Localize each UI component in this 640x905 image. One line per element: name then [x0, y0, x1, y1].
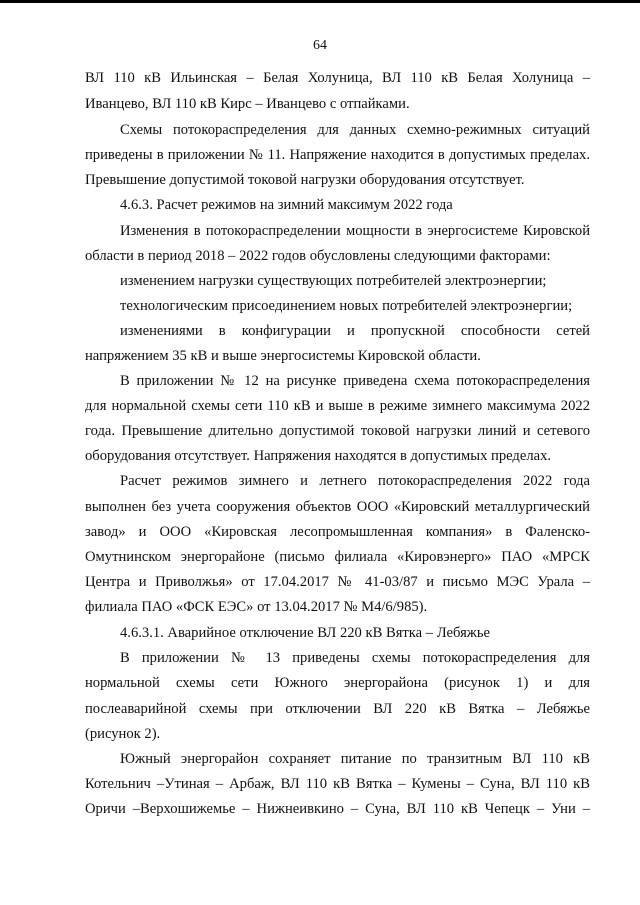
text-line: Южный энергорайон сохраняет питание по транзитным ВЛ 110 кВ [120, 751, 590, 767]
page-number: 64 [313, 38, 327, 53]
text-line: завод» и ООО «Кировская лесопромышленная компания» в Фаленско- [85, 524, 590, 540]
text-line: года. Превышение длительно допустимой токовой нагрузки линий и сетевого [85, 423, 590, 439]
text-line: области в период 2018 – 2022 годов обусловлены следующими факторами: [85, 248, 551, 264]
text-line: Схемы потокораспределения для данных схемно-режимных ситуаций [120, 122, 590, 138]
list-item: изменениями в конфигурации и пропускной способности сетей [120, 323, 590, 339]
list-item: технологическим присоединением новых потребителей электроэнергии; [120, 298, 573, 314]
text-line: Иванцево, ВЛ 110 кВ Кирс – Иванцево с отпайками. [85, 96, 410, 112]
text-line: приведены в приложении № 11. Напряжение находится в допустимых пределах. [85, 147, 590, 163]
section-heading: 4.6.3.1. Аварийное отключение ВЛ 220 кВ Вятка – Лебяжье [120, 625, 491, 641]
text-line: напряжением 35 кВ и выше энергосистемы Кировской области. [85, 348, 481, 364]
text-line: Превышение допустимой токовой нагрузки оборудования отсутствует. [85, 172, 525, 188]
text-line: В приложении № 13 приведены схемы потокораспределения для [120, 650, 590, 666]
text-line: В приложении № 12 на рисунке приведена схема потокораспределения [120, 373, 590, 389]
text-line: ВЛ 110 кВ Ильинская – Белая Холуница, ВЛ 110 кВ Белая Холуница – [85, 70, 590, 86]
text-line: нормальной схемы сети Южного энергорайона (рисунок 1) и для [85, 675, 590, 691]
text-line: Расчет режимов зимнего и летнего потокораспределения 2022 года [120, 473, 590, 489]
text-line: послеаварийной схемы при отключении ВЛ 220 кВ Вятка – Лебяжье [85, 701, 590, 717]
text-line: (рисунок 2). [85, 726, 161, 742]
text-line: Омутнинском энергорайоне (письмо филиала «Кировэнерго» ПАО «МРСК [85, 549, 590, 565]
list-item: изменением нагрузки существующих потребителей электроэнергии; [120, 273, 547, 289]
text-line: Оричи –Верхошижемье – Нижнеивкино – Суна, ВЛ 110 кВ Чепецк – Уни – [85, 801, 590, 817]
text-line: Центра и Приволжья» от 17.04.2017 № 41-03/87 и письмо МЭС Урала – [85, 574, 590, 590]
text-line: филиала ПАО «ФСК ЕЭС» от 13.04.2017 № М4/6/985). [85, 599, 428, 615]
text-line: выполнен без учета сооружения объектов ООО «Кировский металлургический [85, 499, 590, 515]
text-line: Котельнич –Утиная – Арбаж, ВЛ 110 кВ Вятка – Кумены – Суна, ВЛ 110 кВ [85, 776, 590, 792]
text-line: Изменения в потокораспределении мощности в энергосистеме Кировской [120, 223, 590, 239]
top-border-line [0, 0, 640, 3]
text-line: оборудования отсутствует. Напряжения находятся в допустимых пределах. [85, 448, 552, 464]
section-heading: 4.6.3. Расчет режимов на зимний максимум 2022 года [120, 197, 453, 213]
text-line: для нормальной схемы сети 110 кВ и выше в режиме зимнего максимума 2022 [85, 398, 590, 414]
